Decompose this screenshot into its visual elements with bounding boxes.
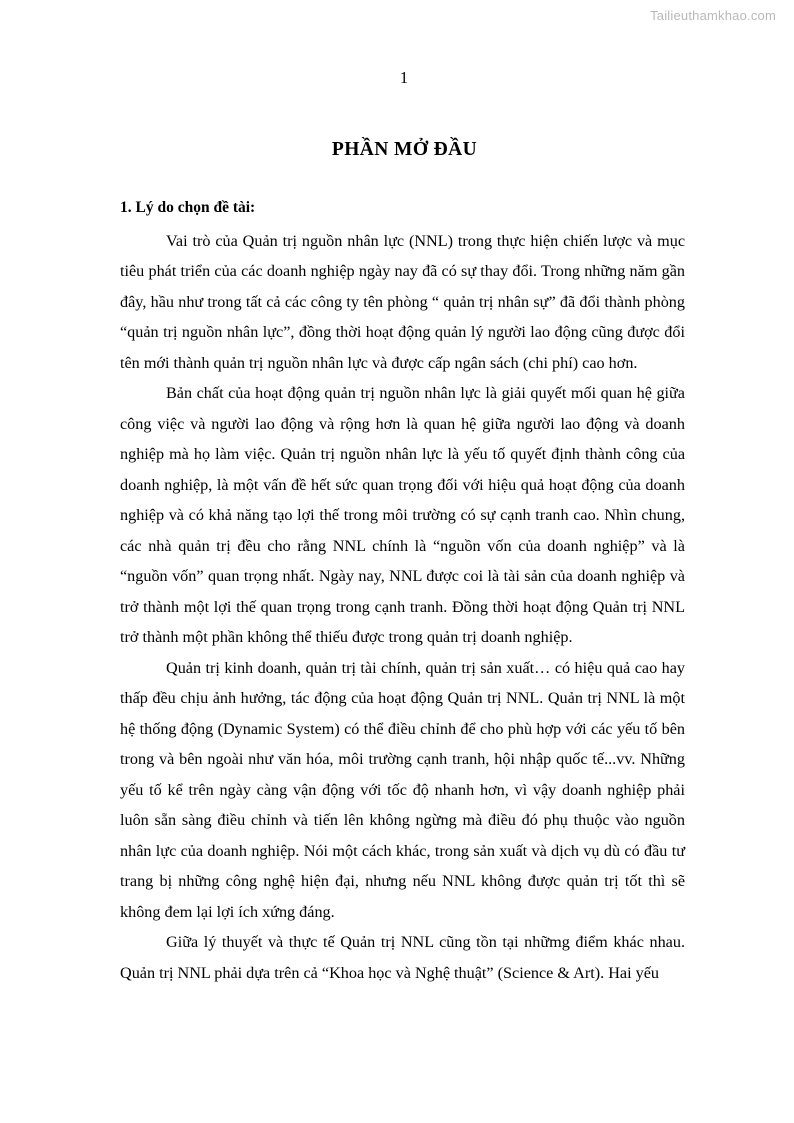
page-number: 1 [399,68,409,87]
section-heading-reason: 1. Lý do chọn đề tài: [120,198,256,216]
body-paragraph-1: Vai trò của Quản trị nguồn nhân lực (NNL) trong thực hiện chiến lược và mục tiêu phát triển của các doanh nghiệp ngày nay đã có sự thay đổi. Trong những năm gần đây, hầu như trong tất cả các công ty tên phòng “ quản trị nhân sự” đã đổi thành phòng “quản trị nguồn nhân lực”, đồng thời hoạt động quản lý người lao động cũng được đổi tên mới thành quản trị nguồn nhân lực và được cấp ngân sách (chi phí) cao hơn. [120,231,685,372]
page-content [120,60,685,988]
body-paragraph-3: Quản trị kinh doanh, quản trị tài chính, quản trị sản xuất… có hiệu quả cao hay thấp đều chịu ảnh hưởng, tác động của hoạt động Quản trị NNL. Quản trị NNL là một hệ thống động (Dynamic System) có thể điều chỉnh để cho phù hợp với các yếu tố bên trong và bên ngoài như văn hóa, môi trường cạnh tranh, hội nhập quốc tế...vv. Những yếu tố kể trên ngày càng vận động với tốc độ nhanh hơn, vì vậy doanh nghiệp phải luôn sẵn sàng điều chỉnh và tiến lên không ngừng mà điều đó phụ thuộc vào nguồn nhân lực của doanh nghiệp. Nói một cách khác, trong sản xuất và dịch vụ dù có đầu tư trang bị những công nghệ hiện đại, nhưng nếu NNL không được quản trị tốt thì sẽ không đem lại lợi ích xứng đáng. [120,658,685,921]
body-paragraph-4: Giữa lý thuyết và thực tế Quản trị NNL cũng tồn tại nhữmg điểm khác nhau. Quản trị NNL phải dựa trên cả “Khoa học và Nghệ thuật” (Science & Art). Hai yếu [120,933,685,982]
page-title: PHẦN MỞ ĐẦU [331,138,478,160]
body-paragraph-2: Bản chất của hoạt động quản trị nguồn nhân lực là giải quyết mối quan hệ giữa công việc và người lao động và rộng hơn là quan hệ giữa người lao động và doanh nghiệp mà họ làm việc. Quản trị nguồn nhân lực là yếu tố quyết định thành công của doanh nghiệp, là một vấn đề hết sức quan trọng đối với hiệu quả hoạt động của doanh nghiệp và có khả năng tạo lợi thế trong môi trường có sự cạnh tranh cao. Nhìn chung, các nhà quản trị đều cho rằng NNL chính là “nguồn vốn của doanh nghiệp” và là “nguồn vốn” quan trọng nhất. Ngày nay, NNL được coi là tài sản của doanh nghiệp và trở thành một lợi thế quan trọng trong cạnh tranh. Đồng thời hoạt động Quản trị NNL trở thành một phần không thể thiếu được trong quản trị doanh nghiệp. [120,384,685,646]
watermark-text: Tailieuthamkhao.com [650,8,776,23]
